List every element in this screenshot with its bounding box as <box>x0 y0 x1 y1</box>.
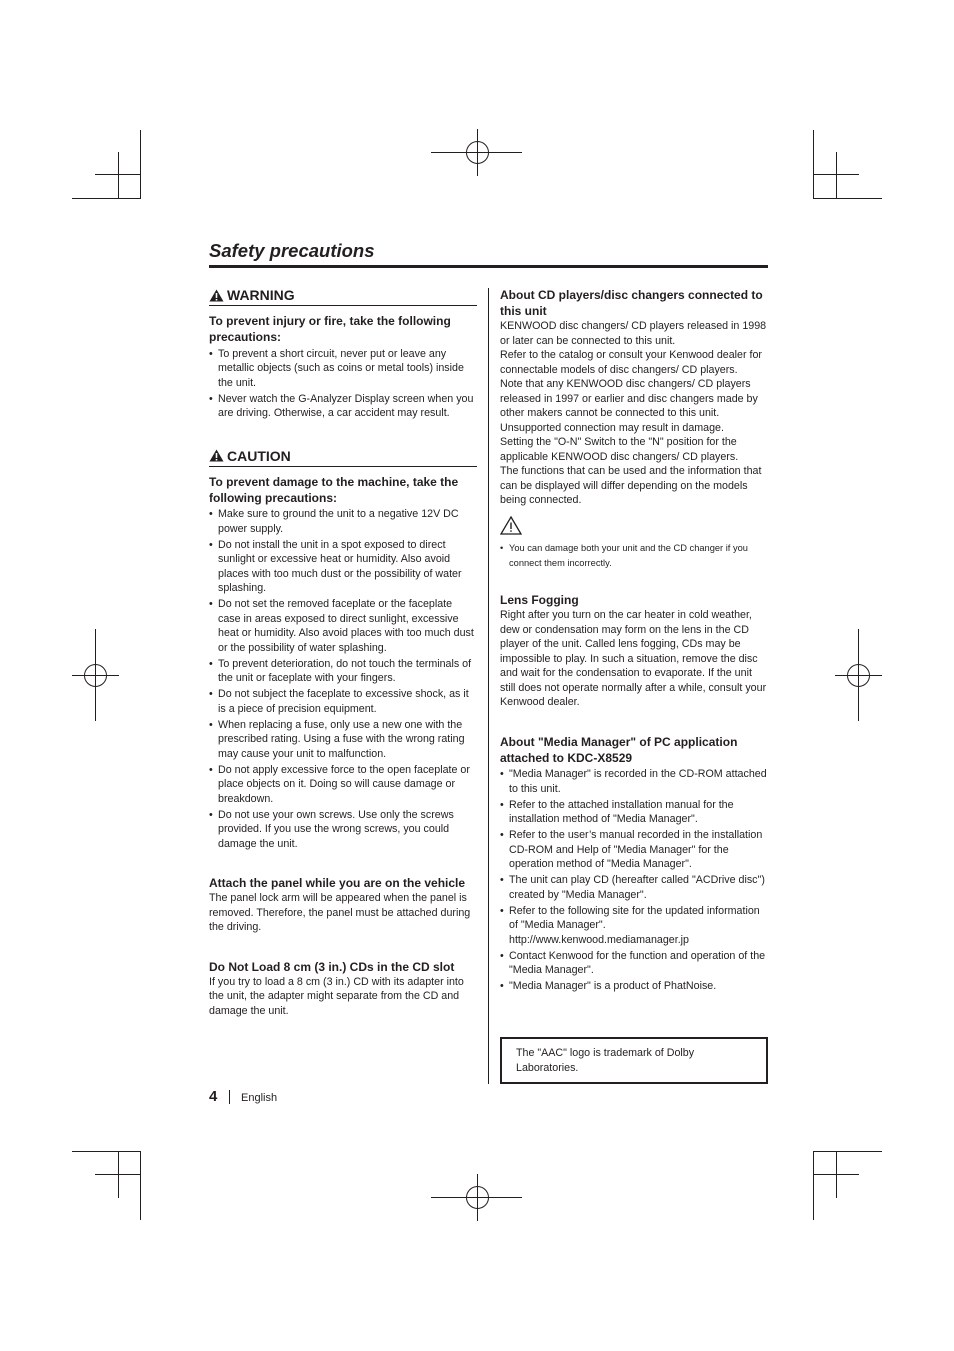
title-rule <box>209 265 768 268</box>
page-number: 4 <box>209 1088 218 1105</box>
paragraph: The functions that can be used and the information that can be displayed will differ depending on the models being connected. <box>500 465 762 506</box>
list-item: • Never watch the G-Analyzer Display screen when you are driving. Otherwise, a car accident may result. <box>209 392 477 421</box>
lens-fogging-heading: Lens Fogging <box>500 593 579 607</box>
left-column <box>209 287 477 1018</box>
warning-subheading: To prevent injury or fire, take the following precautions: <box>209 314 451 344</box>
list-item: • Do not subject the faceplate to excessive shock, as it is a piece of precision equipment. <box>209 687 477 716</box>
crop-mark-line <box>813 198 882 199</box>
list-item: • When replacing a fuse, only use a new one with the prescribed rating. Using a fuse with the wrong rating may cause your unit to malfunction. <box>209 718 477 762</box>
attach-panel-text: The panel lock arm will be appeared when the panel is removed. Therefore, the panel must be attached during the driving. <box>209 892 471 933</box>
paragraph: Unsupported connection may result in damage. <box>500 421 724 434</box>
cd-players-heading: About CD players/disc changers connected to this unit <box>500 288 763 318</box>
footer-language: English <box>241 1092 278 1104</box>
registration-circle <box>847 664 870 687</box>
registration-circle <box>466 1186 489 1209</box>
list-item: • "Media Manager" is a product of PhatNoise. <box>500 979 768 994</box>
list-item: • Make sure to ground the unit to a negative 12V DC power supply. <box>209 507 477 536</box>
media-manager-heading: About "Media Manager" of PC application attached to KDC-X8529 <box>500 734 738 765</box>
crop-mark-line <box>813 1151 814 1220</box>
crop-mark-line <box>95 174 141 175</box>
crop-mark-line <box>140 1151 141 1220</box>
caution-heading <box>209 448 477 467</box>
no-8cm-heading: Do Not Load 8 cm (3 in.) CDs in the CD slot <box>209 959 455 974</box>
list-item: • To prevent deterioration, do not touch the terminals of the unit or faceplate with your fingers. <box>209 657 477 686</box>
crop-mark-line <box>72 1151 141 1152</box>
crop-mark-line <box>95 1174 141 1175</box>
list-item: • Refer to the attached installation manual for the installation method of "Media Manager". <box>500 798 768 827</box>
registration-circle <box>84 664 107 687</box>
list-item: • To prevent a short circuit, never put or leave any metallic objects (such as coins or metal tools) inside the unit. <box>209 347 477 391</box>
media-manager-list <box>500 767 768 994</box>
cd-changer-note: • You can damage both your unit and the CD changer if you connect them incorrectly. <box>500 541 768 571</box>
list-item: • Do not apply excessive force to the open faceplate or place objects on it. Doing so will cause damage or breakdown. <box>209 763 477 807</box>
paragraph: Setting the "O-N" Switch to the "N" position for the applicable KENWOOD disc changers/ CD players. <box>500 436 739 463</box>
paragraph: Refer to the catalog or consult your Kenwood dealer for connectable models of disc changers/ CD players. <box>500 349 762 376</box>
paragraph: KENWOOD disc changers/ CD players released in 1998 or later can be connected to this unit. <box>500 320 767 347</box>
lens-fogging-text: Right after you turn on the car heater in cold weather, dew or condensation may form on the lens in the CD player of the unit. Called lens fogging, CDs may be impossible to play. In such a situation, remove the disc and wait for the condensation to evaporate. If the unit still does not operate normally after a while, consult your Kenwood dealer. <box>500 609 767 708</box>
crop-mark-line <box>813 130 814 199</box>
warning-list <box>209 347 477 421</box>
list-item: • The unit can play CD (hereafter called "ACDrive disc") created by "Media Manager". <box>500 873 768 902</box>
warning-icon <box>209 289 224 302</box>
list-item: • Do not set the removed faceplate or the faceplate case in areas exposed to direct sunlight, excessive heat or humidity. Also avoid places with too much dust or the possibility of water splashing. <box>209 597 477 655</box>
crop-mark-line <box>140 130 141 199</box>
warning-heading-label: WARNING <box>227 287 295 303</box>
list-item: • Refer to the user’s manual recorded in the installation CD-ROM and Help of "Media Manager" for the operation method of "Media Manager". <box>500 828 768 872</box>
column-divider <box>488 288 489 1084</box>
list-item: • Refer to the following site for the updated information of "Media Manager". http://www.kenwood.mediamanager.jp <box>500 904 768 948</box>
warning-heading <box>209 287 477 306</box>
crop-mark-line <box>813 1174 859 1175</box>
cd-players-text <box>500 319 768 508</box>
list-item: • "Media Manager" is recorded in the CD-ROM attached to this unit. <box>500 767 768 796</box>
page-title: Safety precautions <box>209 240 375 261</box>
footer-separator <box>229 1090 230 1104</box>
paragraph: Note that any KENWOOD disc changers/ CD players released in 1997 or earlier and disc changers made by other makers cannot be connected to this unit. <box>500 378 758 419</box>
crop-mark-line <box>118 152 119 199</box>
list-item: • Do not install the unit in a spot exposed to direct sunlight or excessive heat or humidity. Also avoid places with too much dust or the possibility of water splashing. <box>209 538 477 596</box>
aac-trademark-note: The "AAC" logo is trademark of Dolby Laboratories. <box>500 1037 768 1084</box>
crop-mark-line <box>836 152 837 199</box>
crop-mark-line <box>72 198 141 199</box>
crop-mark-line <box>813 174 859 175</box>
right-column <box>500 287 768 994</box>
no-8cm-text: If you try to load a 8 cm (3 in.) CD with its adapter into the unit, the adapter might separate from the CD and damage the unit. <box>209 975 464 1017</box>
attach-panel-heading: Attach the panel while you are on the vehicle <box>209 876 466 890</box>
crop-mark-line <box>813 1151 882 1152</box>
list-item: • Contact Kenwood for the function and operation of the "Media Manager". <box>500 949 768 978</box>
caution-icon <box>500 516 522 535</box>
list-item: • Do not use your own screws. Use only the screws provided. If you use the wrong screws, you could damage the unit. <box>209 808 477 852</box>
caution-list <box>209 507 477 851</box>
registration-circle <box>466 141 489 164</box>
caution-heading-label: CAUTION <box>227 447 291 464</box>
caution-subheading: To prevent damage to the machine, take the following precautions: <box>209 474 459 505</box>
warning-icon <box>209 449 224 462</box>
